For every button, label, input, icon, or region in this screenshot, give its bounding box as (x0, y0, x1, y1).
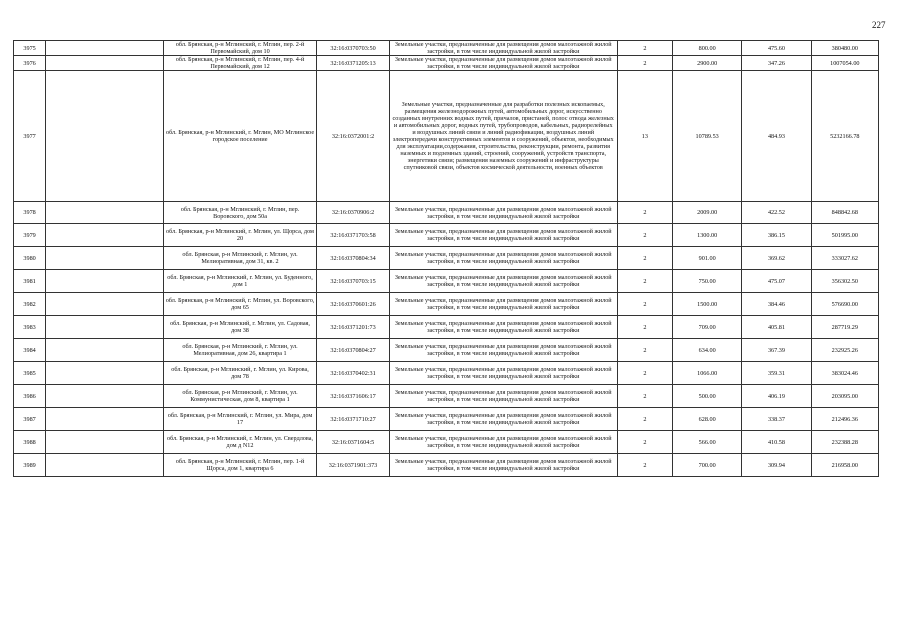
address-cell: обл. Брянская, р-н Мглинский, г. Мглин, ул. Мелиоративная, дом 26, квартира 1 (163, 339, 317, 362)
group-code-cell: 2 (617, 454, 672, 477)
table-row (14, 454, 879, 477)
area-cell: 628.00 (673, 408, 742, 431)
address-cell: обл. Брянская, р-н Мглинский, г. Мглин, пер. 2-й Первомайский, дом 10 (163, 41, 317, 56)
area-cell: 700.00 (673, 454, 742, 477)
page-number: 227 (872, 20, 886, 30)
address-cell: обл. Брянская, р-н Мглинский, г. Мглин, ул. Коммунистическая, дом 8, квартира 1 (163, 385, 317, 408)
cadastral-value-cell: 232925.26 (811, 339, 878, 362)
cadastral-value-cell: 5232166.78 (811, 71, 878, 202)
address-cell: обл. Брянская, р-н Мглинский, г. Мглин, ул. Кирова, дом 78 (163, 362, 317, 385)
blank-cell (46, 71, 164, 202)
group-code-cell: 13 (617, 71, 672, 202)
blank-cell (46, 293, 164, 316)
specific-value-cell: 384.46 (742, 293, 811, 316)
group-code-cell: 2 (617, 431, 672, 454)
area-cell: 1300.00 (673, 224, 742, 247)
table-row (14, 339, 879, 362)
cadastral-value-cell: 333027.62 (811, 247, 878, 270)
land-use-cell: Земельные участки, предназначенные для размещения домов малоэтажной жилой застройки, в том числе индивидуальной жилой застройки (389, 362, 617, 385)
land-use-cell: Земельные участки, предназначенные для размещения домов малоэтажной жилой застройки, в том числе индивидуальной жилой застройки (389, 316, 617, 339)
row-number: 3983 (14, 316, 46, 339)
land-use-cell: Земельные участки, предназначенные для размещения домов малоэтажной жилой застройки, в том числе индивидуальной жилой застройки (389, 293, 617, 316)
cadastral-number-cell: 32:16:0370804:27 (317, 339, 389, 362)
cadastral-number-cell: 32:16:0371710:27 (317, 408, 389, 431)
row-number: 3978 (14, 202, 46, 224)
cadastral-value-table (13, 40, 879, 477)
cadastral-value-cell: 383024.46 (811, 362, 878, 385)
table-row (14, 202, 879, 224)
table-row (14, 224, 879, 247)
address-cell: обл. Брянская, р-н Мглинский, г. Мглин, МО Мглинское городское поселение (163, 71, 317, 202)
cadastral-number-cell: 32:16:0372001:2 (317, 71, 389, 202)
cadastral-number-cell: 32:16:0370703:50 (317, 41, 389, 56)
specific-value-cell: 386.15 (742, 224, 811, 247)
cadastral-number-cell: 32:16:0370402:31 (317, 362, 389, 385)
table-row (14, 56, 879, 71)
land-use-cell: Земельные участки, предназначенные для размещения домов малоэтажной жилой застройки, в том числе индивидуальной жилой застройки (389, 339, 617, 362)
table-row (14, 293, 879, 316)
group-code-cell: 2 (617, 316, 672, 339)
address-cell: обл. Брянская, р-н Мглинский, г. Мглин, ул. Садовая, дом 38 (163, 316, 317, 339)
cadastral-number-cell: 32:16:0371205:13 (317, 56, 389, 71)
specific-value-cell: 338.37 (742, 408, 811, 431)
cadastral-number-cell: 32:16:0370703:15 (317, 270, 389, 293)
group-code-cell: 2 (617, 408, 672, 431)
blank-cell (46, 56, 164, 71)
group-code-cell: 2 (617, 202, 672, 224)
address-cell: обл. Брянская, р-н Мглинский, г. Мглин, ул. Буденного, дом 1 (163, 270, 317, 293)
specific-value-cell: 475.07 (742, 270, 811, 293)
row-number: 3987 (14, 408, 46, 431)
cadastral-number-cell: 32:16:0371201:73 (317, 316, 389, 339)
blank-cell (46, 247, 164, 270)
row-number: 3986 (14, 385, 46, 408)
cadastral-number-cell: 32:16:0370601:26 (317, 293, 389, 316)
specific-value-cell: 359.31 (742, 362, 811, 385)
group-code-cell: 2 (617, 247, 672, 270)
cadastral-number-cell: 32:16:0370804:34 (317, 247, 389, 270)
address-cell: обл. Брянская, р-н Мглинский, г. Мглин, ул. Свердлова, дом д N12 (163, 431, 317, 454)
land-use-cell: Земельные участки, предназначенные для размещения домов малоэтажной жилой застройки, в том числе индивидуальной жилой застройки (389, 454, 617, 477)
table-row (14, 41, 879, 56)
land-use-cell: Земельные участки, предназначенные для размещения домов малоэтажной жилой застройки, в том числе индивидуальной жилой застройки (389, 56, 617, 71)
area-cell: 566.00 (673, 431, 742, 454)
cadastral-value-cell: 356302.50 (811, 270, 878, 293)
area-cell: 709.00 (673, 316, 742, 339)
cadastral-number-cell: 32:16:0370906:2 (317, 202, 389, 224)
land-use-cell: Земельные участки, предназначенные для размещения домов малоэтажной жилой застройки, в том числе индивидуальной жилой застройки (389, 247, 617, 270)
blank-cell (46, 385, 164, 408)
land-use-cell: Земельные участки, предназначенные для размещения домов малоэтажной жилой застройки, в том числе индивидуальной жилой застройки (389, 408, 617, 431)
area-cell: 750.00 (673, 270, 742, 293)
specific-value-cell: 410.58 (742, 431, 811, 454)
cadastral-value-cell: 576690.00 (811, 293, 878, 316)
blank-cell (46, 270, 164, 293)
address-cell: обл. Брянская, р-н Мглинский, г. Мглин, ул. Мелиоративная, дом 31, кв. 2 (163, 247, 317, 270)
blank-cell (46, 339, 164, 362)
area-cell: 500.00 (673, 385, 742, 408)
blank-cell (46, 431, 164, 454)
group-code-cell: 2 (617, 224, 672, 247)
row-number: 3985 (14, 362, 46, 385)
table-row (14, 247, 879, 270)
specific-value-cell: 484.93 (742, 71, 811, 202)
cadastral-number-cell: 32:16:0371703:58 (317, 224, 389, 247)
group-code-cell: 2 (617, 270, 672, 293)
table-row (14, 270, 879, 293)
group-code-cell: 2 (617, 293, 672, 316)
specific-value-cell: 369.62 (742, 247, 811, 270)
row-number: 3981 (14, 270, 46, 293)
row-number: 3977 (14, 71, 46, 202)
row-number: 3975 (14, 41, 46, 56)
address-cell: обл. Брянская, р-н Мглинский, г. Мглин, пер. 4-й Первомайский, дом 12 (163, 56, 317, 71)
table-row (14, 71, 879, 202)
cadastral-value-cell: 380480.00 (811, 41, 878, 56)
group-code-cell: 2 (617, 41, 672, 56)
area-cell: 800.00 (673, 41, 742, 56)
specific-value-cell: 406.19 (742, 385, 811, 408)
table-row (14, 362, 879, 385)
blank-cell (46, 454, 164, 477)
row-number: 3980 (14, 247, 46, 270)
table-body (14, 41, 879, 477)
cadastral-value-cell: 848842.68 (811, 202, 878, 224)
blank-cell (46, 224, 164, 247)
table-row (14, 408, 879, 431)
land-use-cell: Земельные участки, предназначенные для размещения домов малоэтажной жилой застройки, в том числе индивидуальной жилой застройки (389, 385, 617, 408)
table-row (14, 316, 879, 339)
group-code-cell: 2 (617, 56, 672, 71)
row-number: 3989 (14, 454, 46, 477)
address-cell: обл. Брянская, р-н Мглинский, г. Мглин, ул. Мира, дом 17 (163, 408, 317, 431)
blank-cell (46, 362, 164, 385)
address-cell: обл. Брянская, р-н Мглинский, г. Мглин, пер. 1-й Щорса, дом 1, квартира 6 (163, 454, 317, 477)
table-row (14, 431, 879, 454)
address-cell: обл. Брянская, р-н Мглинский, г. Мглин, пер. Воровского, дом 50а (163, 202, 317, 224)
specific-value-cell: 347.26 (742, 56, 811, 71)
cadastral-value-cell: 216958.00 (811, 454, 878, 477)
land-use-cell: Земельные участки, предназначенные для размещения домов малоэтажной жилой застройки, в том числе индивидуальной жилой застройки (389, 202, 617, 224)
cadastral-value-cell: 203095.00 (811, 385, 878, 408)
row-number: 3976 (14, 56, 46, 71)
area-cell: 1066.00 (673, 362, 742, 385)
row-number: 3988 (14, 431, 46, 454)
land-use-cell: Земельные участки, предназначенные для размещения домов малоэтажной жилой застройки, в том числе индивидуальной жилой застройки (389, 431, 617, 454)
land-use-cell: Земельные участки, предназначенные для размещения домов малоэтажной жилой застройки, в том числе индивидуальной жилой застройки (389, 224, 617, 247)
area-cell: 1500.00 (673, 293, 742, 316)
area-cell: 2900.00 (673, 56, 742, 71)
row-number: 3984 (14, 339, 46, 362)
group-code-cell: 2 (617, 385, 672, 408)
row-number: 3979 (14, 224, 46, 247)
cadastral-number-cell: 32:16:0371606:17 (317, 385, 389, 408)
specific-value-cell: 405.81 (742, 316, 811, 339)
area-cell: 901.00 (673, 247, 742, 270)
land-use-cell: Земельные участки, предназначенные для размещения домов малоэтажной жилой застройки, в том числе индивидуальной жилой застройки (389, 270, 617, 293)
area-cell: 2009.00 (673, 202, 742, 224)
blank-cell (46, 202, 164, 224)
cadastral-value-cell: 501995.00 (811, 224, 878, 247)
specific-value-cell: 475.60 (742, 41, 811, 56)
blank-cell (46, 316, 164, 339)
blank-cell (46, 408, 164, 431)
address-cell: обл. Брянская, р-н Мглинский, г. Мглин, ул. Воровского, дом 65 (163, 293, 317, 316)
row-number: 3982 (14, 293, 46, 316)
address-cell: обл. Брянская, р-н Мглинский, г. Мглин, ул. Щорса, дом 20 (163, 224, 317, 247)
cadastral-value-cell: 1007054.00 (811, 56, 878, 71)
table-row (14, 385, 879, 408)
land-use-cell: Земельные участки, предназначенные для разработки полезных ископаемых, размещения железнодорожных путей, автомобильных дорог, искусственно созданных внутренних водных путей, причалов, пристаней, полос отвода железных и автомобильных дорог, водных путей, трубопроводов, кабельных, радиорелейных и воздушных линий связи и линий радиофикации, воздушных линий электропередачи конструктивных элементов и сооружений, объектов, необходимых для эксплуатации,содержания, строительства, реконструкции, ремонта, развития наземных и подземных зданий, строений, сооружений, устройств транспорта, энергетики связи; размещения наземных сооружений и инфраструктуры спутниковой связи, объектов космической деятельности, военных объектов (389, 71, 617, 202)
specific-value-cell: 309.94 (742, 454, 811, 477)
cadastral-number-cell: 32:16:0371604:5 (317, 431, 389, 454)
group-code-cell: 2 (617, 339, 672, 362)
specific-value-cell: 367.39 (742, 339, 811, 362)
land-use-cell: Земельные участки, предназначенные для размещения домов малоэтажной жилой застройки, в том числе индивидуальной жилой застройки (389, 41, 617, 56)
cadastral-value-cell: 287719.29 (811, 316, 878, 339)
specific-value-cell: 422.52 (742, 202, 811, 224)
cadastral-number-cell: 32:16:0371901:373 (317, 454, 389, 477)
cadastral-value-cell: 232388.28 (811, 431, 878, 454)
group-code-cell: 2 (617, 362, 672, 385)
area-cell: 634.00 (673, 339, 742, 362)
area-cell: 10789.53 (673, 71, 742, 202)
cadastral-value-cell: 212496.36 (811, 408, 878, 431)
blank-cell (46, 41, 164, 56)
